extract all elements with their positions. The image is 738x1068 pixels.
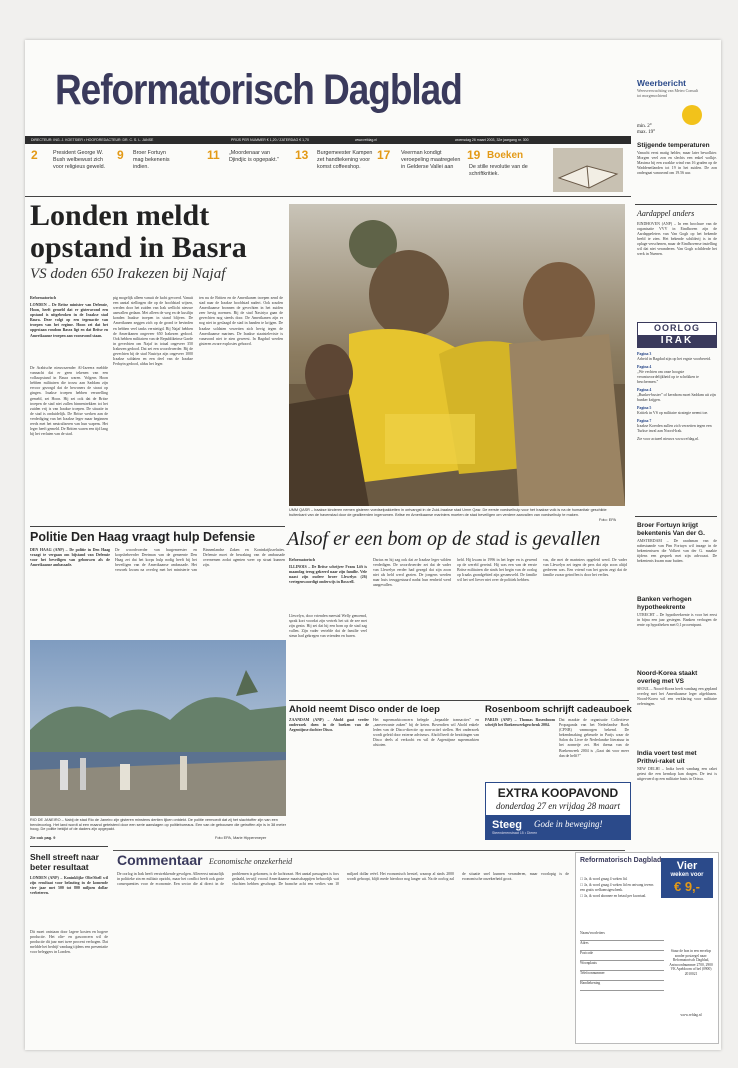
- teaser-text: Burgemeester Kampen zet handtekening voor komst coffeeshop.: [317, 150, 373, 171]
- page-ref-number: Pagina 4: [637, 365, 652, 369]
- teaser-3[interactable]: [207, 148, 297, 194]
- ahold-headline: Ahold neemt Disco onder de loep: [289, 704, 440, 715]
- rio-caption: RIO DE JANEIRO – Nabij de stad Rio de Janeiro zijn gisteren minstens dertien lijken ontdekt. De politie vermoedt dat zij het slachtoffer zijn van een bendeoorlog. Het land wordt al een maand geteisterd door een serie aanslagen op politiebureaus. Een van de gebouwen die getroffen zijn is in 38 meter hoog. De politie bekijkt of de daders zijn opgepakt.: [30, 818, 286, 832]
- ahold-body: Het supermarktconcern belegde „bepaalde transacties” en „aanverwante zaken” bij de keten. Bovendien wil Ahold enkele leden van de Disco-directie op non-actief stellen. Het onderzoek wordt geleid door externe adviseurs. Ahold heeft de bezittingen van Disco deels al verkocht en wil de Argentijnse supermarkten afstoten.: [373, 718, 479, 748]
- ahold-intro: ZAANDAM (ANP) – Ahold gaat verder onderzoek doen in de boeken van de Argentijnse dochter Disco.: [289, 718, 369, 733]
- teaser-number: 13: [295, 148, 309, 162]
- koopavond-ad[interactable]: [485, 782, 631, 840]
- korea-text: SEOUL – Noord-Korea heeft vandaag een gepland overleg met het Amerikaanse leger afgeblazen. Noord-Korea wil een verklaring voor militaire oefeningen.: [637, 687, 717, 706]
- weather-temps: [637, 124, 677, 136]
- commentaar-header: [113, 850, 625, 869]
- coupon-option[interactable]: ☐ Ja, ik word abonnee en betaal per kwartaal.: [580, 894, 647, 899]
- main-photo-caption: UMM QASR – Iraakse kinderen nemen gisteren voedselpakketten in ontvangst in de Zuid-Iraakse stad Umm Qasr. De eerste voedselhulp voor het Iraakse volk is na de humanitair geschikte buitenkant van de havenstad door de geallieerden ingenomen. Britse en Amerikaanse mariniers moeten de stad beveiligen om verdere aanvallen van voedselhulp te maken.: [289, 508, 607, 517]
- india-text: NEW DELHI – India heeft vandaag een raket getest die een kernkop kan dragen. De test is uitgevoerd op een militaire basis in Orissa.: [637, 767, 717, 781]
- teaser-number: 19: [467, 148, 481, 162]
- commentaar-title: Economische onzekerheid: [209, 857, 293, 866]
- rosenboom-intro: PARIJS (ANP) – Thomas Rosenboom schrijft het Boekenweekgeschenk 2004.: [485, 718, 555, 728]
- page-ref-item[interactable]: [637, 352, 717, 362]
- page-ref-text: Arbeid in Bagdad zijn op het ergste voorbereid.: [637, 357, 712, 361]
- divider: [30, 526, 285, 527]
- irak-label: IRAK: [638, 335, 716, 347]
- coupon-title: Reformatorisch Dagblad: [580, 857, 662, 864]
- divider: [30, 846, 108, 847]
- coupon-fields: [580, 931, 664, 991]
- divider: [25, 196, 631, 197]
- ad-fineprint: Steenderenstraat 15 • Dieren: [492, 831, 538, 835]
- commentaar-body: De oorlog in Irak heeft verstrekkende gevolgen. Allereerst natuurlijk in politieke zin en militair opzicht, maar het conflict heeft ook grote consequenties voor de economie. Een sector die al direct in de problemen is gekomen, is de luchtvaart. Het aantal passagiers is fors gedaald, terwijl vooral Amerikaanse maatschappijen behoorlijk wat vluchten hebben geschrapt. De branche acht een verlies van 10 miljard dollar reëel. Het economisch herstel, waarop al sinds 2000 wordt gehoopt, blijft mede hierdoor nog langer uit. Na de oorlog zal de situatie snel kunnen veranderen, maar voorlopig is de economische onzekerheid groot.: [117, 872, 569, 887]
- bom-body-4: vas, die met de mariniers opgeleid werd. De vader van Llewelyn zei tegen de pers dat zijn zoon altijd gedreven was. Een vriend van het gezin zegt dat de familie zwaar getroffen is door het verlies.: [543, 558, 627, 578]
- info-bar: [25, 136, 631, 144]
- page-ref-number: Pagina 7: [637, 419, 652, 423]
- info-price: PRIJS PER NUMMER € 1,20 / ZATERDAG € 1,70: [231, 138, 309, 142]
- shell-intro: LONDEN (ANP) – Koninklijke Olie/Shell wil zijn resultaat voor belasting in de komende vier jaar met 500 tot 800 miljoen dollar verbeteren.: [30, 876, 108, 896]
- weather-max: max. 19°: [637, 130, 656, 135]
- page-ref-number: Pagina 4: [637, 388, 652, 392]
- lead-deck: VS doden 650 Irakezen bij Najaf: [30, 266, 226, 282]
- rosenboom-headline: Rosenboom schrijft cadeauboek: [485, 704, 632, 715]
- bom-body-1: Llewelyn, door vrienden meestal Welly genoemd, sprak kort voordat zijn vertrek het uit de zee met zijn gezin. Hij zei dat hij een bom op de stad zag vallen. Zijn vader vertelde dat de familie veel steun had gekregen van vrienden en buren.: [289, 614, 367, 639]
- rio-photo: [30, 640, 286, 816]
- broer-text: AMSTERDAM – De raadsman van de nabestaande van Pim Fortuyn wil inzage in de bekentenissen die Volkert van der G. maakte tijdens een gesprek met zijn advocaat. De bekentenis kwam naar buiten.: [637, 539, 717, 563]
- teaser-number: 11: [207, 148, 220, 162]
- ad-slogan: Gode in beweging!: [534, 819, 603, 829]
- checkbox-icon[interactable]: ☐: [580, 883, 585, 888]
- teaser-1[interactable]: [31, 148, 111, 194]
- coupon-options: [580, 877, 656, 899]
- checkbox-icon[interactable]: ☐: [580, 894, 585, 899]
- bom-body-2: Darius en hij zag ook dat ze Iraakse leger wilden verdedigen. De woordvoerder zei dat de vader van Llewelyn eerder had gezegd dat zijn zoon niet als held werd gezien. De jongens werden naar huis teruggestuurd nadat hun eenheid werd aangevallen.: [373, 558, 451, 588]
- vier-label: Vier: [676, 860, 698, 872]
- politie-intro: DEN HAAG (ANP) – De politie in Den Haag vraagt te vergaan om bijstand van Defensie voor het beveiligen van gebouwen als de Amerikaanse ambassade.: [30, 548, 110, 568]
- ad-dates: donderdag 27 en vrijdag 28 maart: [496, 801, 620, 811]
- broer-headline: Broer Fortuyn krijgt bekentenis Van der G.: [637, 522, 705, 537]
- teaser-boeken-label: Boeken: [487, 150, 524, 161]
- teaser-2[interactable]: [117, 148, 197, 194]
- ad-brand: Steeg: [492, 819, 522, 831]
- teaser-number: 2: [31, 148, 38, 162]
- sun-icon: [679, 102, 705, 128]
- coupon-field[interactable]: Telefoonnummer: [580, 971, 664, 981]
- page-ref-item[interactable]: [637, 406, 717, 416]
- info-date: woensdag 26 maart 2003, 32e jaargang nr. 300: [455, 138, 529, 142]
- banken-text: UTRECHT – De hypotheekrente is voor het eerst in bijna een jaar gestegen. Banken verhogen de rente op hypotheken met 0,1 procentpunt.: [637, 613, 717, 627]
- banken-headline: Banken verhogen hypotheekrente: [637, 596, 692, 611]
- bom-body-3: held. Hij kwam in 1996 in het leger en is gewend op de wereld gereisd. Hij was een van de eerste Britse militairen die sinds het begin van de oorlog op Iraaks grondgebied zijn gesneuveld. De familie wil het wel liever niet over de politiek hebben.: [457, 558, 537, 583]
- ad-title: EXTRA KOOPAVOND: [497, 786, 619, 800]
- page-ref-item[interactable]: [637, 365, 717, 385]
- masthead-title: Reformatorisch Dagblad: [55, 66, 462, 114]
- commentaar-label: Commentaar: [117, 852, 203, 868]
- teaser-5[interactable]: [377, 148, 467, 194]
- teaser-text: President George W. Bush welbewust zich voor religieus geweld.: [53, 150, 106, 171]
- lead-headline-line-2: opstand in Basra: [30, 231, 247, 264]
- main-photo-credit: Foto: EPA: [599, 518, 617, 522]
- book-image: [553, 148, 623, 192]
- teaser-number: 17: [377, 148, 391, 162]
- coupon-field[interactable]: Handtekening: [580, 981, 664, 991]
- rosenboom-body: Dat maakte de organisatie Collectieve Propaganda van het Nederlandse Boek (CPNB) vanmorgen bekend. De bekendmaking gebeurde in Parijs waar de Salon du Livre de Nederlandse literatuur in het zonnetje zet. Het thema van de Boekenweek 2004 is „Gaat dat voor meer dan de helft?”: [559, 718, 629, 758]
- teaser-text: De stille revolutie van de schriftkritiek.: [469, 164, 528, 178]
- newspaper-page: [25, 40, 721, 1050]
- coupon-field[interactable]: Postcode: [580, 951, 664, 961]
- divider: [289, 700, 629, 701]
- page-ref-text: Kritiek in VS op militaire strategie neemt toe.: [637, 411, 709, 415]
- lead-body-2: pig mogelijk alleen vanuit de lucht gevoerd. Vanuit een aantal stellingen die op de hoofdstad wijzen, werden door het zuiden van Irak wellicht nieuwe aanvallen gedaan. Met alleen de weg en de kustlijn konden Iraakse troepen in stand blijven. De Amerikanen zeggen zich op de grond te bevinden en hebben veel tanks vernietigd. Bij Najaf hebben de Amerikanen ongeveer 650 Irakezen gedood. Ook hebben militairen van de Republikeinse Garde in gevechten om Najaf in totaal ongeveer 350 Irakezen gedood. Dat zei een woordvoerder. Bij de gevechten bij de stad Nasiriya zijn ongeveer 1000 Iraakse soldaten en een deel van de Iraakse Fedayin gedood, aldus het leger.: [113, 296, 193, 367]
- bom-intro: ILLINOIS – De Britse schrijver Frans Lift is maandag terug gekeerd naar zijn familie. Vele naast zijn oudere broer Llewelyn (26) vertegenwoordigt onderwijs in Boswell.: [289, 565, 367, 585]
- teaser-text: „Moordenaar van Djindjic is opgepakt.”: [229, 150, 279, 164]
- divider: [635, 516, 717, 517]
- coupon-site[interactable]: www.refdag.nl: [680, 1013, 702, 1017]
- lead-headline: [30, 200, 247, 264]
- weather-text: Vanacht eerst matig helder, maar later bewolkter. Morgen veel zon en slechts een enkel wolkje. Maxima bij een zwakke wind van 16 graden op de Waddeneilanden tot 19 in het zuiden. De zon ondergaat vanavond om 19.56 uur.: [637, 151, 717, 175]
- korea-headline: Noord-Korea staakt overleg met VS: [637, 670, 698, 685]
- shell-body: Dit moet ontstaan door lagere kosten en hogere productie. Het olie- en gasconcern wil de productie dit jaar met twee procent verhogen. Dat meldde het bedrijf vandaag tijdens een presentatie voor beleggers in Londen.: [30, 930, 108, 955]
- politie-body: De woordvoerder van burgemeester en korpsbeheerder Deetman van de gemeente Den Haag zei dat het korps hulp nodig heeft bij het beveiligen van de Amerikaanse ambassade. Het verzoek kwam na overleg met het ministerie van Binnenlandse Zaken en Koninkrijksrelaties. Defensie moet de bewaking van de ambassade overnemen zodat agenten weer op straat kunnen zijn.: [115, 548, 285, 573]
- oorlog-label: OORLOG: [638, 323, 716, 334]
- rio-page-ref[interactable]: Zie ook pag. 9: [30, 836, 56, 840]
- lead-intro: LONDEN – De Britse minister van Defensie, Hoon, heeft gemeld dat er gisteravond een opstand is uitgebroken in de Iraakse stad Basra. Deze volgt op een tegenactie van troepen van het regime. Hoon zei dat het opgestaan rondom Basra ligt en dat Britse en Amerikaanse troepen aan vooravond staan.: [30, 303, 108, 338]
- teaser-4[interactable]: [295, 148, 385, 194]
- page-ref-text: „We vechten om onze hoogste verantwoordelijkheid op te schrikken te beschermen.”: [637, 370, 699, 384]
- info-director: DIRECTEUR: ING. J. KOETSIER • HOOFDREDACTEUR: DR. C. S. L. JANSE: [31, 138, 154, 142]
- aardappel-headline: Aardappel anders: [637, 209, 695, 218]
- page-ref-item[interactable]: [637, 419, 717, 434]
- page-ref-text: „Bunker-buster” of kernbom moet Saddam uit zijn bunker krijgen.: [637, 393, 716, 402]
- coupon-option[interactable]: ☐ Ja, ik word graag 4 weken lid en ontvang tevens een gratis welkomstgeschenk.: [580, 883, 654, 892]
- oorlog-page-list: [637, 352, 717, 442]
- coupon-field[interactable]: Woonplaats: [580, 961, 664, 971]
- page-ref-text: Iraakse Koerden zullen zich verzetten tegen een Turkse inval aan Noord-Irak.: [637, 424, 712, 433]
- india-headline: India voert test met Prithvi-raket uit: [637, 750, 697, 765]
- aardappel-text: EINDHOVEN (ANP) – In een brochure van de organisatie VVV in Eindhoven zijn de Aardappeleters van Van Gogh op het bekende beeld te zien. Het bekende schilderij is in de oplage verschenen, maar de Eindhovense instelling wil dat niet veranderen. Van Gogh schilderde het werk in Nuenen.: [637, 222, 717, 256]
- coupon-option[interactable]: ☐ Ja, ik word graag 4 weken lid.: [580, 877, 628, 881]
- checkbox-icon[interactable]: ☐: [580, 877, 585, 881]
- divider: [635, 204, 717, 205]
- bom-byline: Reformatorisch: [289, 558, 316, 562]
- teaser-number: 9: [117, 148, 124, 162]
- lead-body-3: ten nu de Britten en de Amerikanen troepen zend de stad naar de Iraakse hoofdstad nadert. Ook zouden Amerikaanse bronnen de gevechten in het zuiden zeer hevig noemen. Bij de stad Nasiriya gaan de gevechten nog steeds door. De Amerikanen zijn er nog niet in geslaagd de stad in handen te krijgen. De Iraakse soldaten verzetten zich hevig tegen de Amerikaanse marines. De Iraakse staatstelevisie is vanavond niet te zien geweest. In Bagdad werden gisteren zware explosies gehoord.: [199, 296, 283, 346]
- lead-byline: Reformatorisch: [30, 296, 57, 300]
- rio-credit: Foto EPA, Marie Hippenmeyer: [215, 836, 267, 840]
- shell-headline: Shell streeft naar beter resultaat: [30, 852, 99, 872]
- info-site[interactable]: www.refdag.nl: [355, 138, 377, 142]
- coupon-field[interactable]: Naam/voorletters: [580, 931, 664, 941]
- bom-headline: Alsof er een bom op de stad is gevallen: [287, 528, 601, 550]
- oorlog-irak-box[interactable]: [637, 322, 717, 348]
- weather-title: Weerbericht: [637, 78, 686, 88]
- weather-subtitle: Weersverwachting van Meteo Consult tot morgenochtend: [637, 88, 699, 98]
- page-ref-number: Pagina 5: [637, 406, 652, 410]
- lead-body-1: De Arabische nieuwszender Al-Jazeera meldde vannacht dat er geen tekenen van een volksopstand in Basra waren. Volgens Hoon hebben militairen die trouw aan Saddam zijn ervoor gezorgd dat de bewoners de straat op gingen. Iraakse troepen hebben versnelling gemeld, zei Hoon. Hij zei ook dat de Britse troepen de stad niet zullen binnentrekken tot het zuiden vrij is van Iraakse troepen. De situatie in de stad is onduidelijk. De Britse werken aan de verdediging van het Iraakse leger maar beginnen reeds met het neutraliseren van hun wapens. Het leger heeft gemeld. De Britten waren een tijd lang bij het verlaten van de stad.: [30, 366, 108, 437]
- weather-min: min. 2°: [637, 124, 652, 129]
- politie-headline: Politie Den Haag vraagt hulp Defensie: [30, 530, 256, 544]
- coupon-address: Stuur de bon in een envelop zonder postzegel naar: Reformatorisch Dagblad, Antwoordnummer 2700, 2900 VK Apeldoorn of bel (0900) 2010021: [669, 949, 713, 976]
- page-ref-item[interactable]: [637, 388, 717, 403]
- vier-weken-badge: [661, 858, 713, 898]
- teaser-text: Veerman kondigt veroepeling maatregelen in Gelderse Vallei aan: [401, 150, 461, 171]
- coupon-field[interactable]: Adres: [580, 941, 664, 951]
- main-photo-children: [289, 204, 625, 506]
- lead-headline-line-1: Londen meldt: [30, 199, 210, 232]
- teaser-text: Broer Fortuyn mag bekenenis indien.: [133, 150, 170, 171]
- price-label: € 9,-: [673, 879, 700, 894]
- weken-label: weken voor: [670, 872, 704, 878]
- website-ref[interactable]: Zie voor actueel nieuws www.refdag.nl.: [637, 437, 700, 441]
- weather-headline: Stijgende temperaturen: [637, 142, 710, 149]
- teaser-6[interactable]: [467, 148, 627, 194]
- page-ref-number: Pagina 3: [637, 352, 652, 356]
